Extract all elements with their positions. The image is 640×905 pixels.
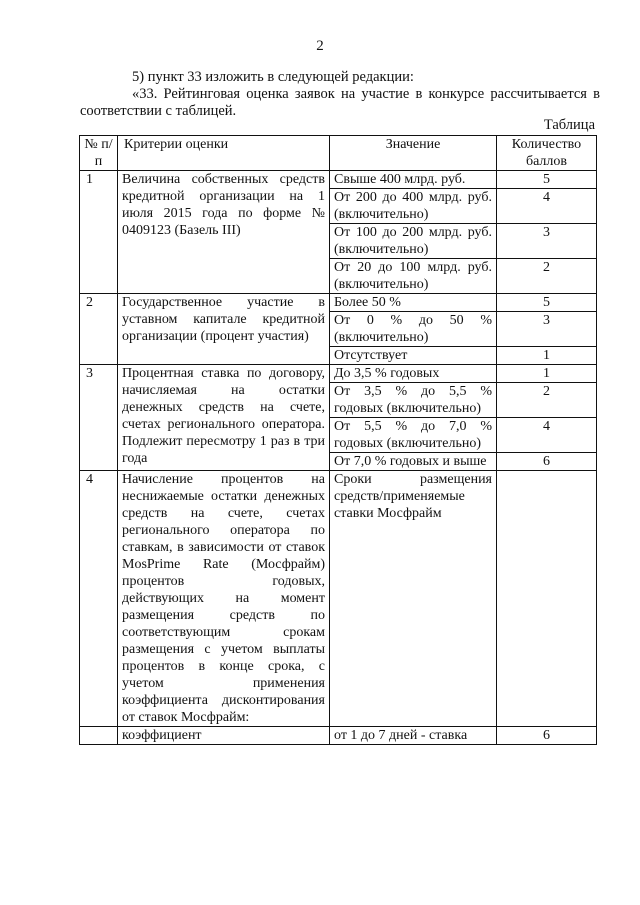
points-cell: 6: [497, 727, 597, 745]
value-cell: От 0 % до 50 % (включительно): [330, 312, 497, 347]
value-cell: От 100 до 200 млрд. руб. (включительно): [330, 224, 497, 259]
row-number: 2: [80, 294, 118, 365]
points-cell: 5: [497, 294, 597, 312]
table-row: [80, 294, 597, 312]
points-cell: 4: [497, 418, 597, 453]
row-number: 3: [80, 365, 118, 471]
value-cell: От 3,5 % до 5,5 % годовых (включительно): [330, 383, 497, 418]
value-cell: Отсутствует: [330, 347, 497, 365]
row-number: [80, 727, 118, 745]
value-cell: Свыше 400 млрд. руб.: [330, 171, 497, 189]
header-points: Количество баллов: [497, 136, 597, 171]
value-cell: От 7,0 % годовых и выше: [330, 453, 497, 471]
points-cell: 2: [497, 383, 597, 418]
value-cell: от 1 до 7 дней - ставка: [330, 727, 497, 745]
table-row: [80, 727, 597, 745]
intro-line: 5) пункт 33 изложить в следующей редакции:: [132, 69, 414, 85]
points-cell: 3: [497, 224, 597, 259]
value-cell: От 200 до 400 млрд. руб. (включительно): [330, 189, 497, 224]
criteria-cell: Государственное участие в уставном капитале кредитной организации (процент участия): [118, 294, 330, 365]
points-cell: 3: [497, 312, 597, 347]
row-number: 4: [80, 471, 118, 727]
table-row: [80, 171, 597, 189]
value-cell: До 3,5 % годовых: [330, 365, 497, 383]
points-cell: 1: [497, 347, 597, 365]
row-number: 1: [80, 171, 118, 294]
header-value: Значение: [330, 136, 497, 171]
points-cell: 1: [497, 365, 597, 383]
rating-table: [79, 135, 597, 745]
criteria-cell: Величина собственных средств кредитной организации на 1 июля 2015 года по форме № 0409123 (Базель III): [118, 171, 330, 294]
table-row: [80, 471, 597, 727]
intro-paragraph: «33. Рейтинговая оценка заявок на участие в конкурсе рассчитывается в соответствии с таблицей.: [80, 86, 600, 119]
criteria-cell: Начисление процентов на неснижаемые остатки денежных средств на счете, счетах регионального оператора по ставкам, в зависимости от ставок MosPrime Rate (Мосфрайм) процентов годовых, действующих на момент размещения средств по соответствующим срокам размещения с учетом выплаты процентов в конце срока, с учетом применения коэффициента дисконтирования от ставок Мосфрайм:: [118, 471, 330, 727]
points-cell: 5: [497, 171, 597, 189]
criteria-cell: коэффициент: [118, 727, 330, 745]
page-number: 2: [316, 38, 324, 54]
points-cell: 6: [497, 453, 597, 471]
header-num: № п/п: [80, 136, 118, 171]
value-cell: Сроки размещения средств/применяемые ставки Мосфрайм: [330, 471, 497, 727]
header-criteria: Критерии оценки: [118, 136, 330, 171]
points-cell: 2: [497, 259, 597, 294]
value-cell: От 5,5 % до 7,0 % годовых (включительно): [330, 418, 497, 453]
points-cell: [497, 471, 597, 727]
table-caption: Таблица: [543, 117, 595, 133]
value-cell: Более 50 %: [330, 294, 497, 312]
value-cell: От 20 до 100 млрд. руб. (включительно): [330, 259, 497, 294]
table-header-row: [80, 136, 597, 171]
table-row: [80, 365, 597, 383]
points-cell: 4: [497, 189, 597, 224]
criteria-cell: Процентная ставка по договору, начисляемая на остатки денежных средств на счете, счетах регионального оператора. Подлежит пересмотру 1 раз в три года: [118, 365, 330, 471]
